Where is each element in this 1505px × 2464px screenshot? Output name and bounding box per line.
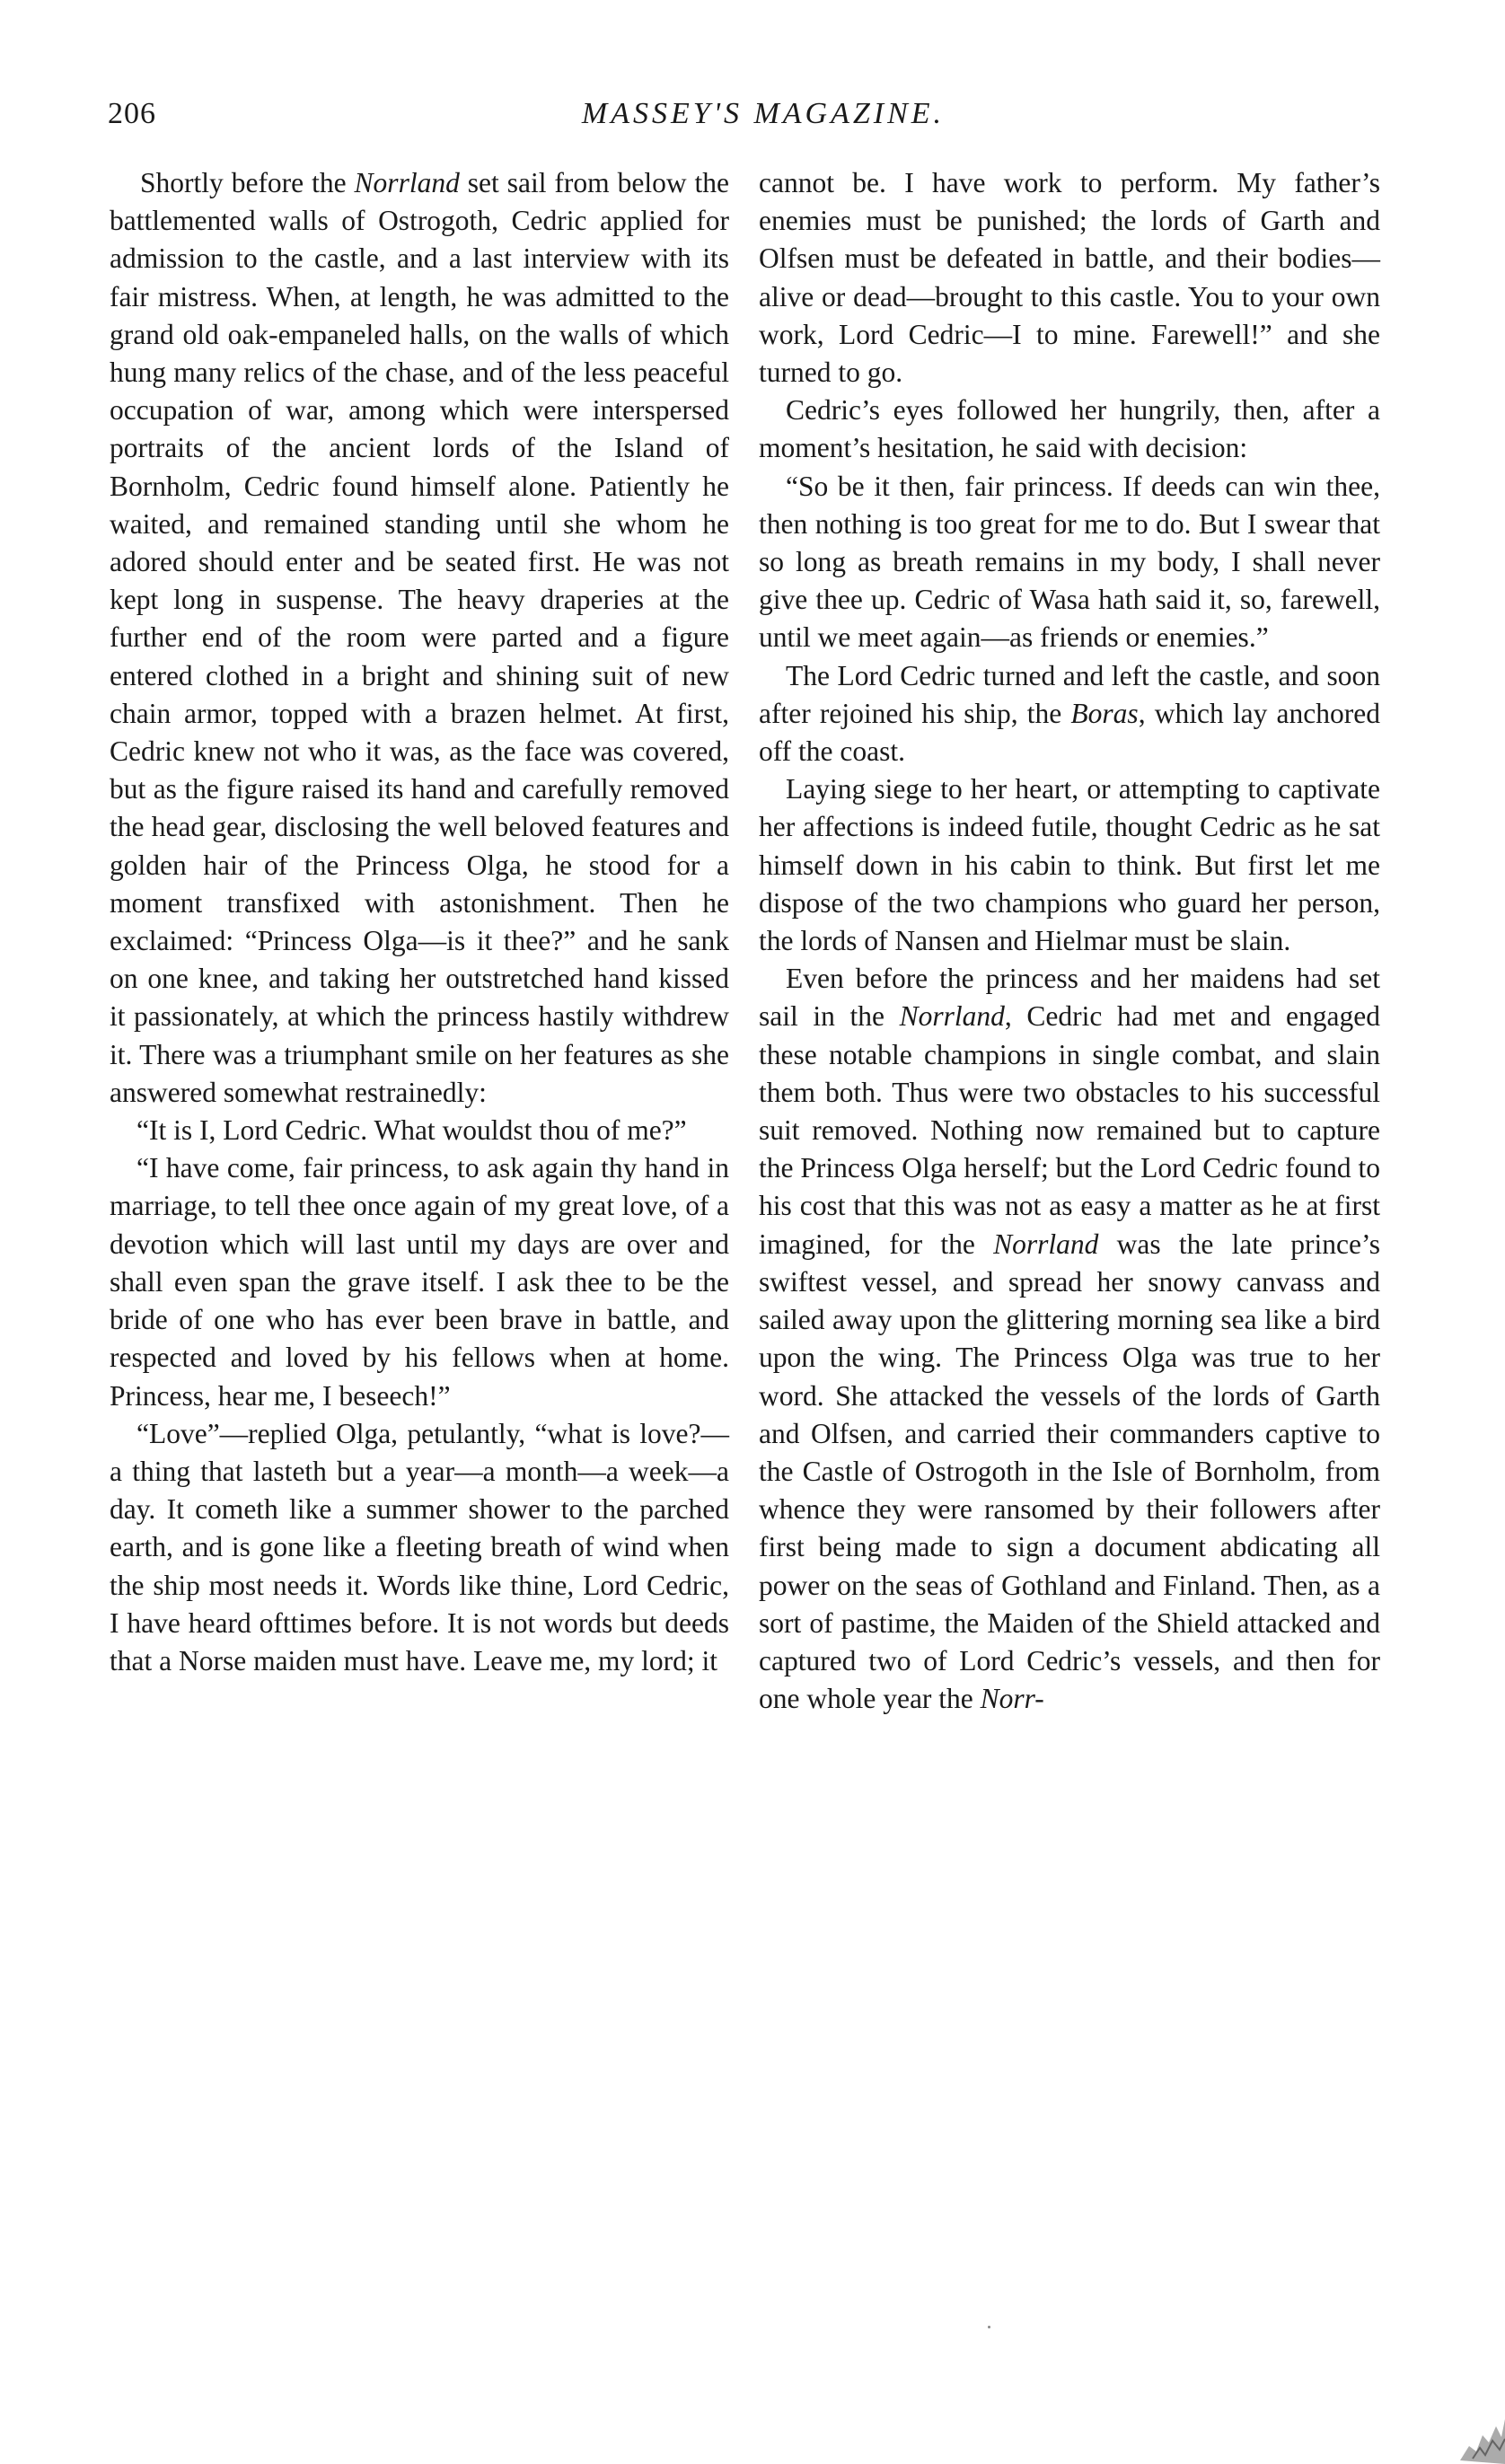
paragraph: Cedric’s eyes followed her hungrily, then, after a moment’s hesitation, he said with decision:: [759, 394, 1380, 464]
ship-name: Boras: [1070, 697, 1139, 729]
paragraph: “Love”—replied Olga, petulantly, “what is love?—a thing that lasteth but a year—a month—a week—a day. It cometh like a summer shower to the parched earth, and is gone like a fleeting breath of wind when the ship most needs it. Words like thine, Lord Cedric, I have heard ofttimes before. It is not words but deeds that a Norse maiden must have. Leave me, my lord; it: [110, 1417, 729, 1676]
page-number: 206: [108, 97, 156, 130]
scan-artifact-icon: [1433, 2383, 1505, 2464]
text-run: Shortly before the: [140, 167, 355, 198]
text-run: was the late prince’s swiftest vessel, and spread her snowy canvass and sailed away upon the glittering morning sea like a bird upon the wing. The Princess Olga was true to her word. She attacked the vessels of the lords of Garth and Olfsen, and carried their commanders captive to the Castle of Ostrogoth in the Isle of Bornholm, from whence they were ransomed by their followers after first being made to sign a document abdicating all power on the seas of Gothland and Finland. Then, as a sort of pastime, the Maiden of the Shield attacked and captured two of Lord Cedric’s vessels, and then for one whole year the: [759, 1228, 1380, 1715]
text-run: , Cedric had met and engaged these notable champions in single combat, and slain them both. Thus were two obstacles to his successful suit removed. Nothing now remained but to capture the Princess Olga herself; but the Lord Cedric found to his cost that this was not as easy a matter as he at first imagined, for the: [759, 1000, 1380, 1260]
text-run: , which lay anchored off the coast.: [759, 697, 1380, 768]
running-head: [108, 97, 1419, 142]
paragraph: cannot be. I have work to perform. My father’s enemies must be punished; the lords of Garth and Olfsen must be defeated in battle, and their bodies—alive or dead—brought to this castle. You to your own work, Lord Cedric—I to mine. Farewell!” and she turned to go.: [759, 167, 1380, 389]
paragraph: [110, 164, 729, 1112]
paragraph: “So be it then, fair princess. If deeds can win thee, then nothing is too great for me to do. But I swear that so long as breath remains in my body, I shall never give thee up. Cedric of Wasa hath said it, so, farewell, until we meet again—as friends or enemies.”: [759, 470, 1380, 654]
text-run: Even before the princess and her maidens had set sail in the: [759, 963, 1380, 1033]
paragraph: “It is I, Lord Cedric. What wouldst thou of me?”: [136, 1114, 687, 1147]
text-run: The Lord Cedric turned and left the castle, and soon after rejoined his ship, the: [759, 659, 1380, 729]
text-run: set sail from below the battlemented walls of Ostrogoth, Cedric applied for admission to the castle, and a last interview with its fair mistress. When, at length, he was admitted to the grand old oak-empaneled halls, on the walls of which hung many relics of the chase, and of the less peaceful occupation of war, among which were interspersed portraits of the ancient lords of the Island of Bornholm, Cedric found himself alone. Patiently he waited, and remained standing until she whom he adored should enter and be seated first. He was not kept long in suspense. The heavy draperies at the further end of the room were parted and a figure entered clothed in a bright and shining suit of new chain armor, topped with a brazen helmet. At first, Cedric knew not who it was, as the face was covered, but as the figure raised its hand and carefully removed the head gear, disclosing the well beloved features and golden hair of the Princess Olga, he stood for a moment transfixed with astonishment. Then he exclaimed: “Princess Olga—is it thee?” and he sank on one knee, and taking her outstretched hand kissed it passionately, at which the princess hastily withdrew it. There was a triumphant smile on her features as she answered somewhat restrainedly:: [110, 167, 730, 1108]
ship-name: Norrland: [899, 1000, 1005, 1033]
paragraph: [759, 960, 1380, 1718]
paragraph: Laying siege to her heart, or attempting to captivate her affections is indeed futile, thought Cedric as he sat himself down in his cabin to think. But first let me dispose of the two champions who guard her person, the lords of Nansen and Hielmar must be slain.: [759, 773, 1380, 957]
ship-name: Norrland: [354, 167, 460, 198]
print-speck: [988, 2326, 990, 2328]
right-column: [759, 164, 1380, 1718]
ship-name: Norrland: [993, 1228, 1099, 1260]
left-column: [110, 164, 729, 1680]
paragraph: “I have come, fair princess, to ask again thy hand in marriage, to tell thee once again of my great love, of a devotion which will last until my days are over and shall even span the grave itself. I ask thee to be the bride of one who has ever been brave in battle, and respected and loved by his fellows when at home. Princess, hear me, I beseech!”: [110, 1152, 729, 1412]
magazine-title: MASSEY'S MAGAZINE.: [581, 97, 946, 130]
paragraph: [759, 657, 1380, 771]
ship-name: Norr-: [980, 1683, 1044, 1715]
